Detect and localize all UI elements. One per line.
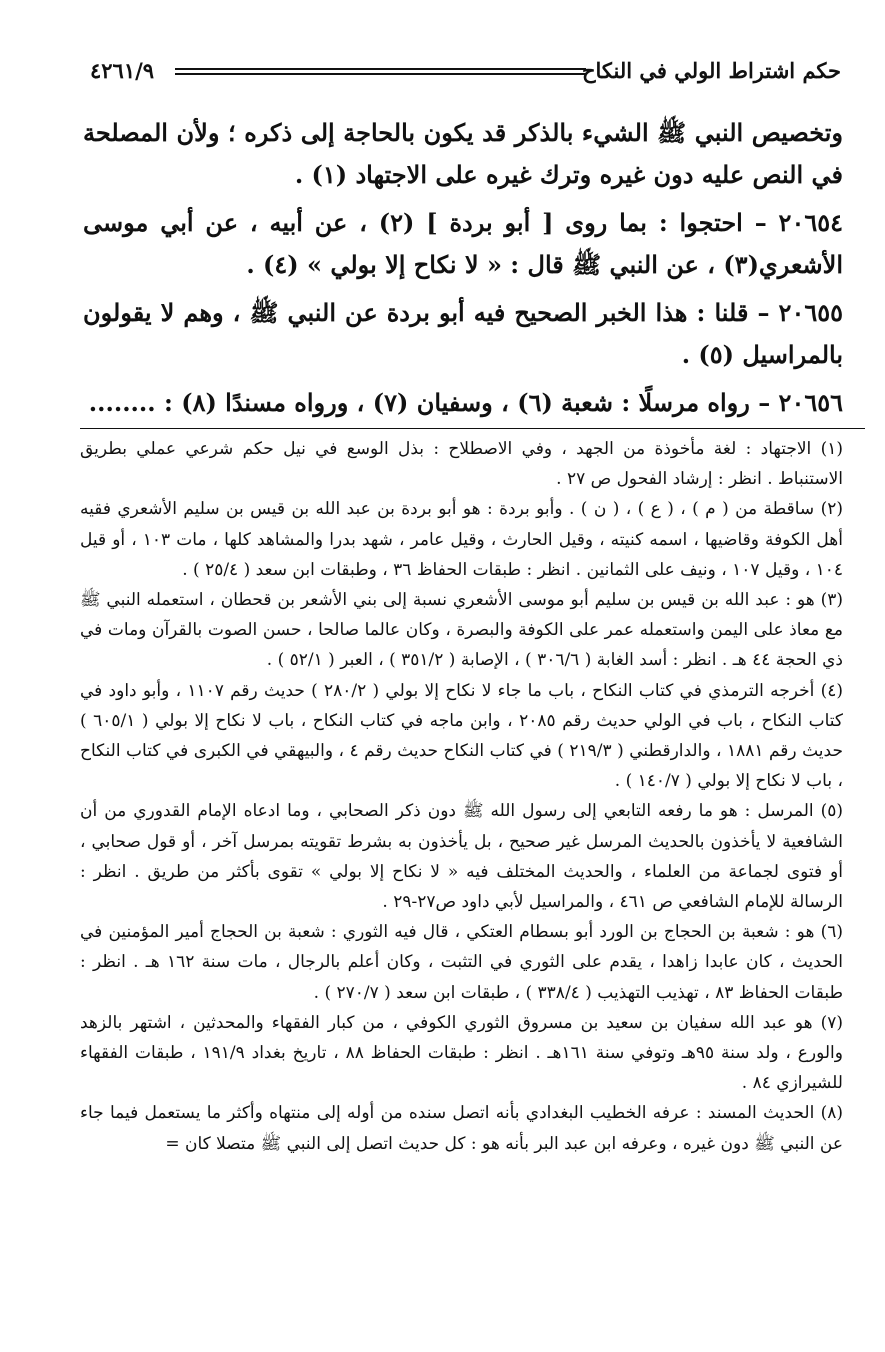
footnote: (٤) أخرجه الترمذي في كتاب النكاح ، باب ما جاء لا نكاح إلا بولي ( ٢٨٠/٢ ) حديث رقم ١١٠٧ ، وأبو داود في كتاب النكاح ، باب في الولي حديث رقم ٢٠٨٥ ، وابن ماجه في كتاب النكاح ، باب لا نكاح إلا بولي ( ٦٠٥/١ ) حديث رقم ١٨٨١ ، والدارقطني ( ٢١٩/٣ ) في كتاب النكاح حديث رقم ٤ ، والبيهقي في الكبرى في كتاب النكاح ، باب لا نكاح إلا بولي ( ١٤٠/٧ ) .: [80, 680, 844, 792]
body-paragraph: ٢٠٦٥٤ – احتجوا : بما روى [ أبو بردة ] (٢) ، عن أبيه ، عن أبي موسى الأشعري(٣) ، عن النبي ﷺ قال : « لا نكاح إلا بولي » (٤) .: [83, 208, 843, 279]
page-number: ٤٢٦١/٩: [90, 58, 155, 83]
footnote: (٨) الحديث المسند : عرفه الخطيب البغدادي بأنه اتصل سنده من أوله إلى منتهاه وأكثر ما يستعمل فيما جاء عن النبي ﷺ دون غيره ، وعرفه ابن عبد البر بأنه هو : كل حديث اتصل إلى النبي ﷺ متصلا كان =: [80, 1103, 843, 1154]
footnote: (٥) المرسل : هو ما رفعه التابعي إلى رسول الله ﷺ دون ذكر الصحابي ، وما ادعاه الإمام القدوري من أن الشافعية لا يأخذون بالحديث المرسل غير صحيح ، بل يأخذون به بشرط تقويته بمرسل آخر ، أو قول صحابي ، أو فتوى لجماعة من العلماء ، والحديث المختلف فيه « لا نكاح إلا بولي » تقوى بأكثر من طريق . انظر : الرسالة للإمام الشافعي ص ٤٦١ ، والمراسيل لأبي داود ص٢٧-٢٩ .: [80, 801, 843, 913]
running-header: [90, 56, 841, 88]
main-text: [83, 112, 843, 430]
footnote: (٢) ساقطة من ( م ) ، ( ع ) ، ( ن ) . وأبو بردة : هو أبو بردة بن عبد الله بن قيس بن سليم الأشعري فقيه أهل الكوفة وقاضيها ، اسمه كنيته ، وقيل الحارث ، وقيل عامر ، شهد بدرا والمشاهد كلها ، مات ١٠٣ ، أو قيل ١٠٤ ، وقيل ١٠٧ ، ونيف على الثمانين . انظر : طبقات الحفاظ ٣٦ ، وطبقات ابن سعد ( ٢٥/٤ ) .: [80, 499, 843, 580]
footnote: (٦) هو : شعبة بن الحجاج بن الورد أبو بسطام العتكي ، قال فيه الثوري : شعبة بن الحجاج أمير المؤمنين في الحديث ، كان عابدا زاهدا ، يقدم على الثوري في التثبت ، وكان أعلم بالرجال ، مات سنة ١٦٢ هـ . انظر : طبقات الحفاظ ٨٣ ، تهذيب التهذيب ( ٣٣٨/٤ ) ، طبقات ابن سعد ( ٢٧٠/٧ ) .: [80, 922, 843, 1003]
body-paragraph: ٢٠٦٥٥ – قلنا : هذا الخبر الصحيح فيه أبو بردة عن النبي ﷺ ، وهم لا يقولون بالمراسيل (٥) .: [83, 298, 843, 369]
footnote: (١) الاجتهاد : لغة مأخوذة من الجهد ، وفي الاصطلاح : بذل الوسع في نيل حكم شرعي عملي بطريق الاستنباط . انظر : إرشاد الفحول ص ٢٧ .: [80, 439, 843, 490]
footnote: (٧) هو عبد الله سفيان بن سعيد بن مسروق الثوري الكوفي ، من كبار الفقهاء والمحدثين ، اشتهر بالزهد والورع ، ولد سنة ٩٥هـ وتوفي سنة ١٦١هـ . انظر : طبقات الحفاظ ٨٨ ، تاريخ بغداد ١٩١/٩ ، طبقات الفقهاء للشيرازي ٨٤ .: [80, 1012, 843, 1094]
header-rule: [175, 68, 586, 75]
running-title: حكم اشتراط الولي في النكاح: [581, 58, 841, 83]
footnotes: [80, 434, 843, 1159]
footnote-separator: [80, 428, 865, 429]
body-paragraph: وتخصيص النبي ﷺ الشيء بالذكر قد يكون بالحاجة إلى ذكره ؛ ولأن المصلحة في النص عليه دون غيره وترك غيره على الاجتهاد (١) .: [83, 118, 843, 189]
body-paragraph: ٢٠٦٥٦ – رواه مرسلًا : شعبة (٦) ، وسفيان (٧) ، ورواه مسندًا (٨) : ........: [88, 388, 843, 417]
footnote: (٣) هو : عبد الله بن قيس بن سليم أبو موسى الأشعري نسبة إلى بني الأشعر بن قحطان ، استعمله النبي ﷺ مع معاذ على اليمن واستعمله عمر على الكوفة والبصرة ، وكان عالما صالحا ، حسن الصوت بالقرآن ومات في ذي الحجة ٤٤ هـ . انظر : أسد الغابة ( ٣٠٦/٦ ) ، الإصابة ( ٣٥١/٢ ) ، العبر ( ٥٢/١ ) .: [80, 590, 843, 671]
